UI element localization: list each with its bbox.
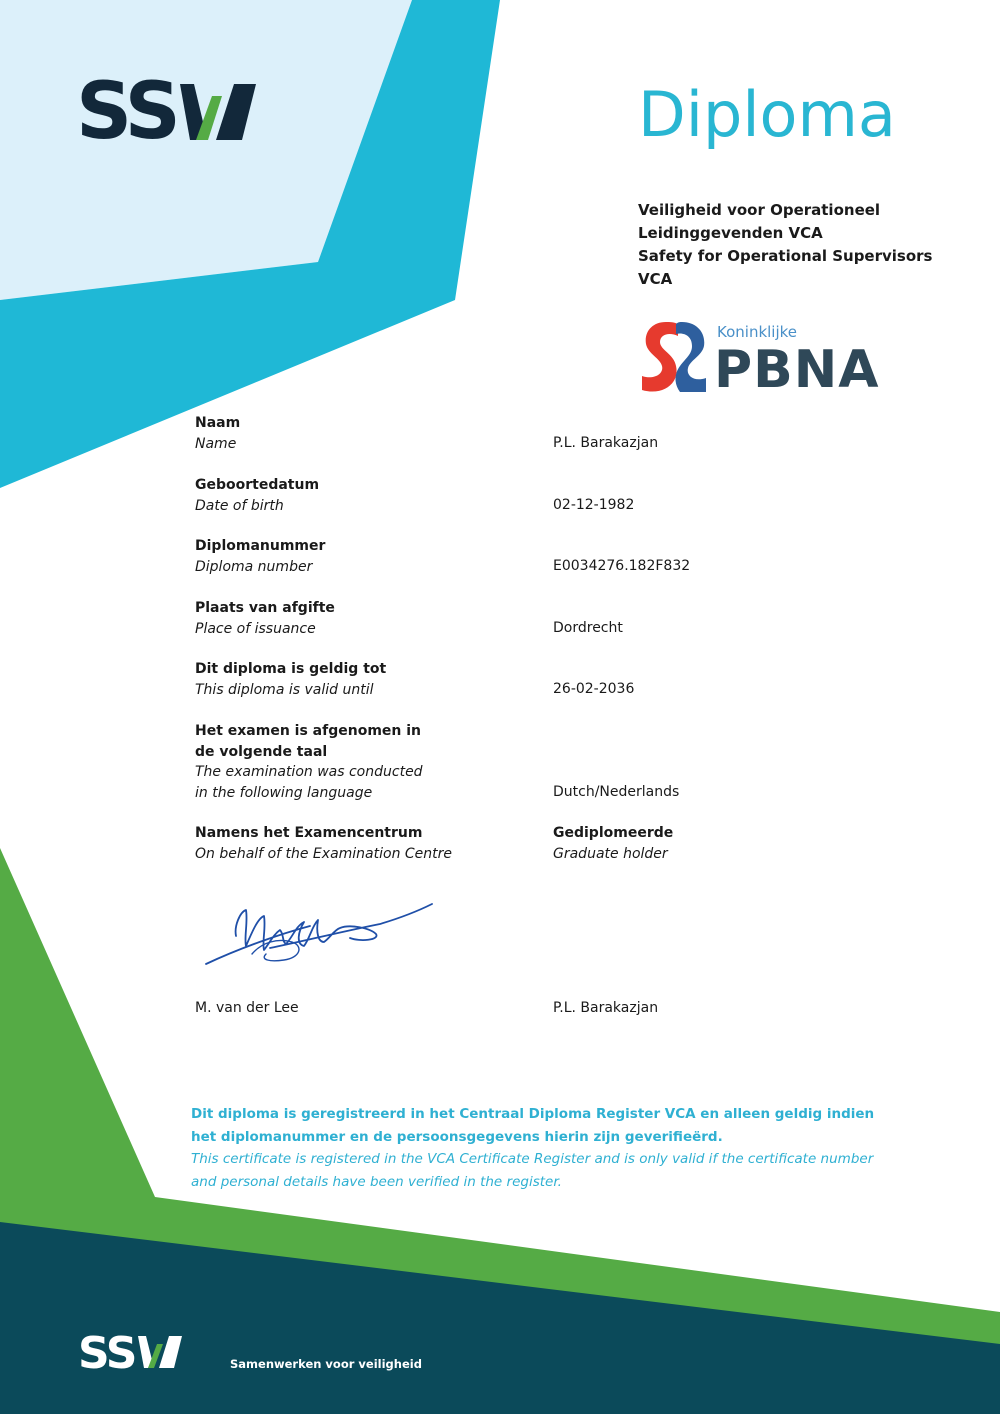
registration-note-nl: Dit diploma is geregistreerd in het Centraal Diploma Register VCA en alleen geldig indien het diplomanummer en de persoonsgegevens hierin zijn geverifieërd. [191, 1106, 875, 1145]
field-dob-value: 02-12-1982 [553, 497, 635, 513]
course-line: Leidinggevenden VCA [638, 224, 823, 242]
footer-ssw-logo [78, 1328, 188, 1378]
field-dob-label: Geboortedatum Date of birth [195, 477, 320, 514]
pbna-emblem-icon [640, 318, 708, 394]
field-place-value: Dordrecht [553, 620, 623, 636]
signature-right-label: Gediplomeerde Graduate holder [553, 825, 674, 862]
field-name-label: Naam Name [195, 415, 241, 452]
registration-note-en: This certificate is registered in the VCA Certificate Register and is only valid if the certificate number and personal details have been verified in the register. [191, 1151, 874, 1190]
footer-ssw-logo-graphic [78, 1328, 188, 1374]
pbna-koninklijke: Koninklijke [717, 323, 798, 341]
field-place-label: Plaats van afgifte Place of issuance [195, 600, 335, 637]
svg-text:SS: SS [76, 67, 177, 146]
handwritten-signature [200, 898, 440, 970]
ssw-logo [76, 66, 266, 150]
field-valid-label: Dit diploma is geldig tot This diploma is valid until [195, 661, 387, 698]
field-name-value: P.L. Barakazjan [553, 435, 659, 451]
footer-tagline: Samenwerken voor veiligheid [230, 1357, 422, 1371]
course-line: Safety for Operational Supervisors [638, 247, 933, 265]
pbna-wordmark: PBNA [714, 340, 880, 400]
field-valid-value: 26-02-2036 [553, 681, 635, 697]
signature-left-label: Namens het Examencentrum On behalf of the Examination Centre [195, 825, 453, 862]
field-language-value: Dutch/Nederlands [553, 784, 680, 800]
page-title: Diploma [638, 78, 896, 151]
course-title [638, 199, 932, 291]
field-language-label: Het examen is afgenomen in de volgende taal The examination was conducted in the following language [195, 723, 423, 801]
graduate-name: P.L. Barakazjan [553, 1000, 659, 1016]
svg-text:SS: SS [78, 1328, 136, 1374]
field-number-value: E0034276.182F832 [553, 558, 691, 574]
course-line: VCA [638, 270, 673, 288]
signatory-name: M. van der Lee [195, 1000, 299, 1016]
ssw-logo-graphic [76, 66, 266, 146]
field-number-label: Diplomanummer Diploma number [195, 538, 326, 575]
course-line: Veiligheid voor Operationeel [638, 201, 881, 219]
registration-note [191, 1103, 891, 1193]
